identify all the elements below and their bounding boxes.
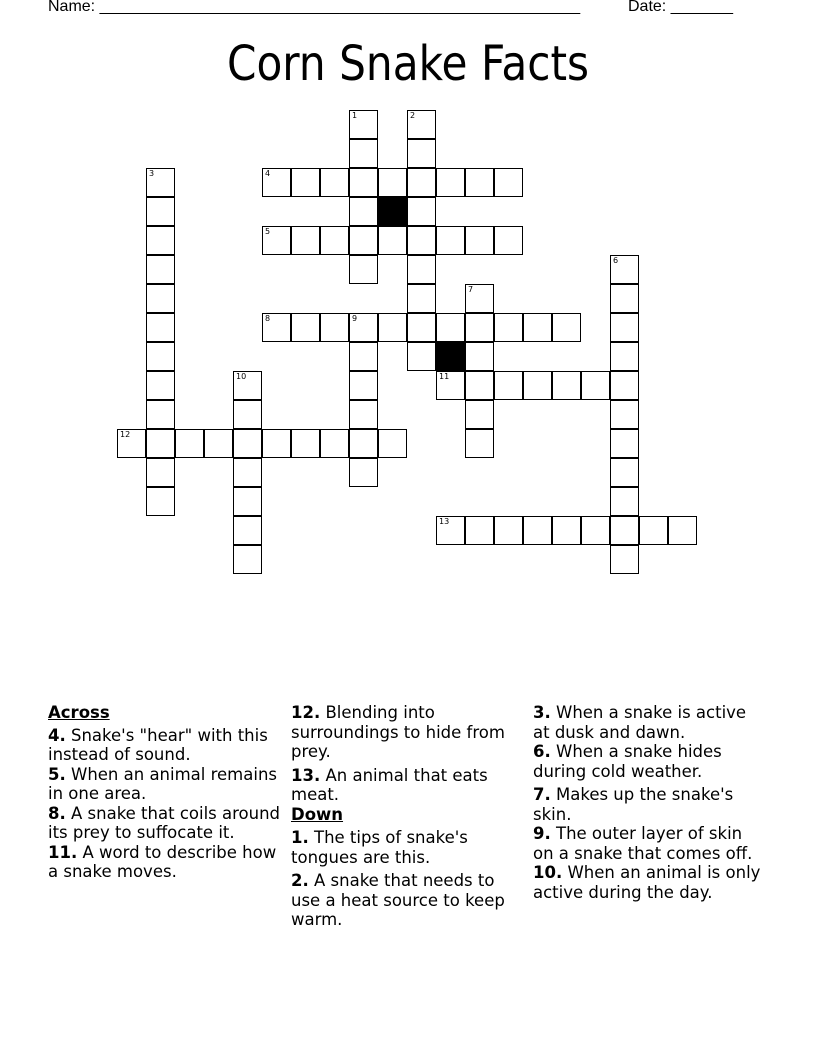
clue-number: 6 — [613, 256, 619, 265]
clue-down-6: 6. When a snake hides during cold weather. — [533, 742, 722, 781]
grid-cell[interactable] — [117, 429, 146, 458]
grid-cell[interactable] — [494, 168, 523, 197]
grid-cell[interactable] — [233, 487, 262, 516]
grid-cell[interactable] — [349, 429, 378, 458]
grid-cell[interactable] — [610, 429, 639, 458]
grid-cell[interactable] — [436, 226, 465, 255]
black-square — [436, 342, 465, 371]
grid-cell[interactable] — [349, 197, 378, 226]
grid-cell[interactable] — [146, 255, 175, 284]
clue-number: 7 — [468, 285, 474, 294]
clue-across-12: 12. Blending into surroundings to hide from prey. — [291, 703, 505, 761]
grid-cell[interactable] — [465, 168, 494, 197]
grid-cell[interactable] — [407, 342, 436, 371]
grid-cell[interactable] — [465, 429, 494, 458]
grid-cell[interactable] — [146, 429, 175, 458]
grid-cell[interactable] — [668, 516, 697, 545]
grid-cell[interactable] — [233, 400, 262, 429]
grid-cell[interactable] — [349, 313, 378, 342]
clue-number: 8 — [265, 314, 271, 323]
clue-down-9: 9. The outer layer of skin on a snake that comes off. — [533, 824, 753, 863]
grid-cell[interactable] — [552, 313, 581, 342]
grid-cell[interactable] — [378, 168, 407, 197]
grid-cell[interactable] — [262, 429, 291, 458]
grid-cell[interactable] — [233, 371, 262, 400]
grid-cell[interactable] — [146, 458, 175, 487]
grid-cell[interactable] — [146, 371, 175, 400]
grid-cell[interactable] — [523, 516, 552, 545]
grid-cell[interactable] — [465, 342, 494, 371]
clue-down-1: 1. The tips of snake's tongues are this. — [291, 828, 468, 867]
grid-cell[interactable] — [291, 429, 320, 458]
grid-cell[interactable] — [610, 487, 639, 516]
grid-cell[interactable] — [204, 429, 233, 458]
clue-down-10: 10. When an animal is only active during the day. — [533, 863, 761, 902]
grid-cell[interactable] — [523, 371, 552, 400]
grid-cell[interactable] — [262, 168, 291, 197]
grid-cell[interactable] — [639, 516, 668, 545]
clue-column-3 — [533, 703, 765, 902]
grid-cell[interactable] — [146, 284, 175, 313]
clue-number: 9 — [352, 314, 358, 323]
grid-cell[interactable] — [610, 313, 639, 342]
grid-cell[interactable] — [349, 168, 378, 197]
grid-cell[interactable] — [407, 284, 436, 313]
clue-down-7: 7. Makes up the snake's skin. — [533, 785, 734, 824]
grid-cell[interactable] — [552, 371, 581, 400]
grid-cell[interactable] — [407, 255, 436, 284]
down-heading: Down — [291, 804, 344, 824]
clue-number: 10 — [236, 372, 247, 381]
grid-cell[interactable] — [233, 458, 262, 487]
grid-cell[interactable] — [465, 371, 494, 400]
grid-cell[interactable] — [349, 400, 378, 429]
grid-cell[interactable] — [407, 226, 436, 255]
grid-cell[interactable] — [581, 516, 610, 545]
grid-cell[interactable] — [146, 487, 175, 516]
grid-cell[interactable] — [233, 545, 262, 574]
clue-column-1 — [48, 703, 280, 882]
grid-cell[interactable] — [436, 313, 465, 342]
grid-cell[interactable] — [610, 400, 639, 429]
grid-cell[interactable] — [146, 168, 175, 197]
grid-cell[interactable] — [610, 458, 639, 487]
grid-cell[interactable] — [262, 313, 291, 342]
name-field[interactable]: Name: ______________________________________________________ — [48, 0, 581, 15]
grid-cell[interactable] — [465, 516, 494, 545]
grid-cell[interactable] — [378, 429, 407, 458]
grid-cell[interactable] — [146, 226, 175, 255]
grid-cell[interactable] — [146, 313, 175, 342]
grid-cell[interactable] — [349, 458, 378, 487]
grid-cell[interactable] — [349, 226, 378, 255]
clue-across-5: 5. When an animal remains in one area. — [48, 764, 278, 803]
grid-cell[interactable] — [233, 429, 262, 458]
grid-cell[interactable] — [436, 516, 465, 545]
grid-cell[interactable] — [610, 516, 639, 545]
grid-cell[interactable] — [610, 371, 639, 400]
clue-number: 2 — [410, 111, 416, 120]
grid-cell[interactable] — [320, 168, 349, 197]
clue-number: 11 — [439, 372, 450, 381]
grid-cell[interactable] — [407, 168, 436, 197]
clue-across-11: 11. A word to describe how a snake moves. — [48, 842, 277, 881]
grid-cell[interactable] — [291, 226, 320, 255]
grid-cell[interactable] — [407, 110, 436, 139]
grid-cell[interactable] — [436, 371, 465, 400]
across-heading: Across — [48, 703, 110, 722]
grid-cell[interactable] — [378, 226, 407, 255]
grid-cell[interactable] — [610, 342, 639, 371]
grid-cell[interactable] — [146, 342, 175, 371]
grid-cell[interactable] — [552, 516, 581, 545]
grid-cell[interactable] — [523, 313, 552, 342]
grid-cell[interactable] — [320, 226, 349, 255]
clue-column-2 — [291, 703, 523, 930]
grid-cell[interactable] — [233, 516, 262, 545]
grid-cell[interactable] — [349, 371, 378, 400]
clue-number: 3 — [149, 169, 155, 178]
black-square — [378, 197, 407, 226]
grid-cell[interactable] — [494, 226, 523, 255]
clue-number: 4 — [265, 169, 271, 178]
clue-down-2: 2. A snake that needs to use a heat source to keep warm. — [291, 871, 505, 929]
grid-cell[interactable] — [349, 139, 378, 168]
grid-cell[interactable] — [610, 545, 639, 574]
clue-across-8: 8. A snake that coils around its prey to suffocate it. — [48, 803, 281, 842]
grid-cell[interactable] — [349, 342, 378, 371]
grid-cell[interactable] — [407, 197, 436, 226]
clue-number: 5 — [265, 227, 271, 236]
grid-cell[interactable] — [581, 371, 610, 400]
grid-cell[interactable] — [320, 313, 349, 342]
grid-cell[interactable] — [494, 313, 523, 342]
grid-cell[interactable] — [146, 400, 175, 429]
grid-cell[interactable] — [407, 313, 436, 342]
grid-cell[interactable] — [610, 255, 639, 284]
date-field[interactable]: Date: _______ — [628, 0, 733, 15]
grid-cell[interactable] — [465, 284, 494, 313]
grid-cell[interactable] — [320, 429, 349, 458]
page-title: Corn Snake Facts — [226, 36, 590, 92]
clue-across-4: 4. Snake's "hear" with this instead of sound. — [48, 725, 268, 764]
grid-cell[interactable] — [465, 400, 494, 429]
grid-cell[interactable] — [610, 284, 639, 313]
grid-cell[interactable] — [262, 226, 291, 255]
grid-cell[interactable] — [436, 168, 465, 197]
clue-down-3: 3. When a snake is active at dusk and dawn. — [533, 703, 747, 742]
grid-cell[interactable] — [494, 371, 523, 400]
grid-cell[interactable] — [175, 429, 204, 458]
clue-number: 13 — [439, 517, 450, 526]
grid-cell[interactable] — [465, 226, 494, 255]
grid-cell[interactable] — [407, 139, 436, 168]
grid-cell[interactable] — [146, 197, 175, 226]
clue-number: 12 — [120, 430, 131, 439]
grid-cell[interactable] — [465, 313, 494, 342]
grid-cell[interactable] — [291, 313, 320, 342]
grid-cell[interactable] — [291, 168, 320, 197]
clue-across-13: 13. An animal that eats meat. — [291, 765, 488, 804]
grid-cell[interactable] — [349, 110, 378, 139]
clue-number: 1 — [352, 111, 358, 120]
grid-cell[interactable] — [494, 516, 523, 545]
grid-cell[interactable] — [378, 313, 407, 342]
grid-cell[interactable] — [349, 255, 378, 284]
